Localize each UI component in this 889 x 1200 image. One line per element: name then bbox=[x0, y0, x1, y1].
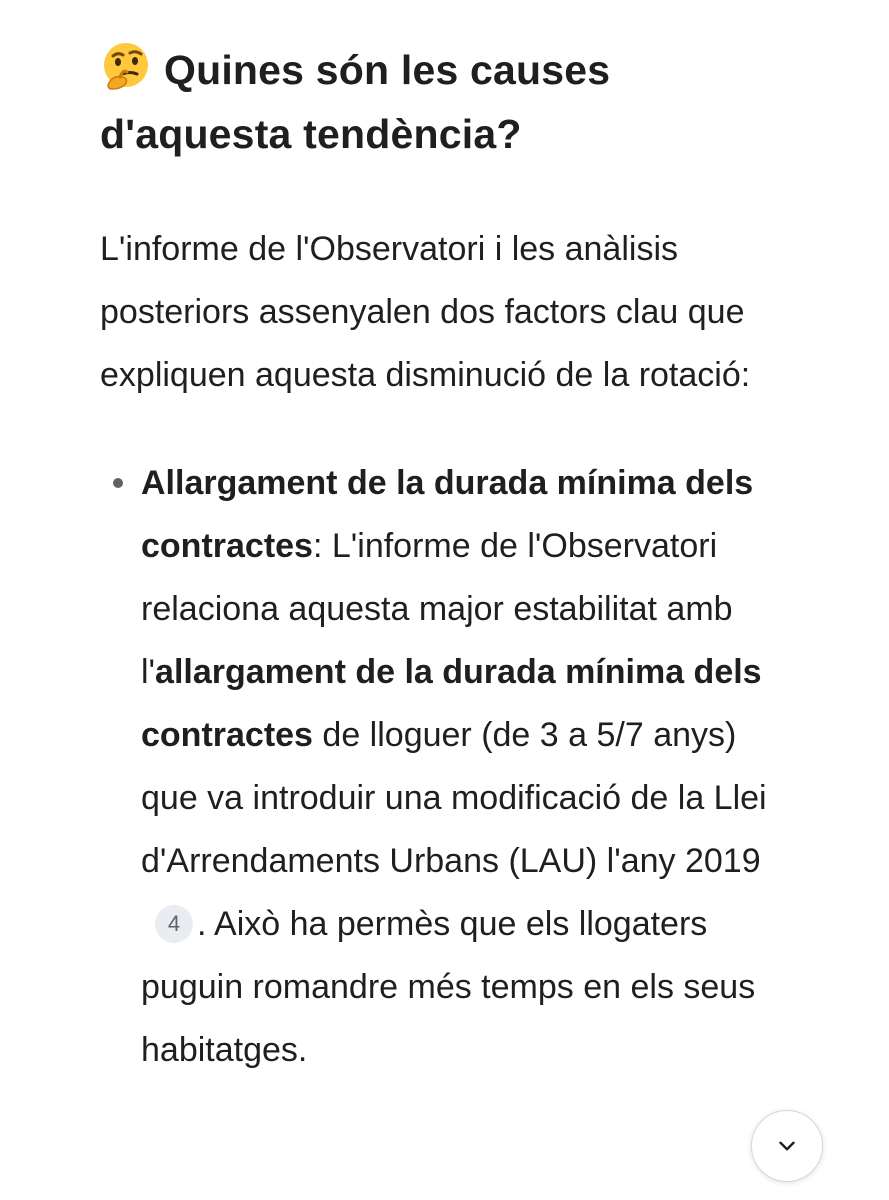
causes-list bbox=[100, 452, 800, 1082]
cause-bold-text: allargament de la durada mínima dels contractes bbox=[141, 653, 762, 754]
scroll-down-button[interactable] bbox=[751, 1110, 823, 1182]
cause-text-1: L'informe de l'Observatori relaciona aquesta major estabilitat amb l' bbox=[141, 527, 733, 691]
section-heading bbox=[100, 38, 800, 166]
chevron-down-icon bbox=[774, 1133, 800, 1159]
cause-separator: : bbox=[312, 527, 332, 565]
citation-badge[interactable]: 4 bbox=[155, 905, 193, 943]
section-heading-text: Quines són les causes d'aquesta tendència? bbox=[100, 47, 611, 157]
cause-text-2: de lloguer (de 3 a 5/7 anys) que va introduir una modificació de la Llei d'Arrendaments Urbans (LAU) l'any 2019 bbox=[141, 716, 767, 880]
cause-title: Allargament de la durada mínima dels contractes bbox=[141, 464, 754, 565]
bullet-icon bbox=[113, 478, 123, 488]
list-item bbox=[100, 452, 800, 1082]
cause-text-3: . Això ha permès que els llogaters puguin romandre més temps en els seus habitatges. bbox=[141, 905, 756, 1069]
intro-paragraph: L'informe de l'Observatori i les anàlisis posteriors assenyalen dos factors clau que expliquen aquesta disminució de la rotació: bbox=[100, 230, 751, 394]
thinking-face-emoji bbox=[100, 41, 152, 93]
response-content bbox=[100, 38, 800, 1082]
